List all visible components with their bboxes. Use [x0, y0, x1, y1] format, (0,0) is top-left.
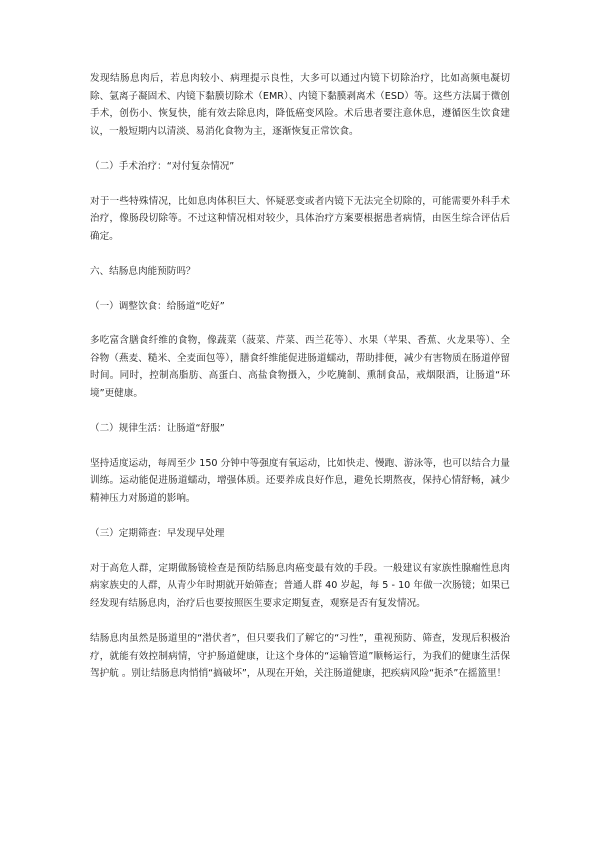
prevention-section-heading: 六、结肠息肉能预防吗？	[90, 266, 196, 277]
screening-heading: （三）定期筛查：早发现早处理	[90, 528, 225, 539]
surgery-heading: （二）手术治疗：“对付复杂情况”	[90, 161, 235, 172]
article-body	[90, 70, 510, 701]
screening-paragraph: 对于高危人群，定期做肠镜检查是预防结肠息肉癌变最有效的手段。一般建议有家族性腺瘤性息肉病家族史的人群，从青少年时期就开始筛查；普通人群 40 岁起，每 5 - 10 年做一次肠镜；如果已经发现有结肠息肉，治疗后也要按照医生要求定期复查，观察是否有复发情况。	[90, 562, 510, 609]
lifestyle-paragraph: 坚持适度运动，每周至少 150 分钟中等强度有氧运动，比如快走、慢跑、游泳等，也可以结合力量训练。运动能促进肠道蠕动，增强体质。还要养成良好作息，避免长期熬夜，保持心情舒畅，减少精神压力对肠道的影响。	[90, 457, 510, 504]
diet-paragraph: 多吃富含膳食纤维的食物，像蔬菜（菠菜、芹菜、西兰花等）、水果（苹果、香蕉、火龙果等）、全谷物（燕麦、糙米、全麦面包等），膳食纤维能促进肠道蠕动，帮助排便，减少有害物质在肠道停留时间。同时，控制高脂肪、高蛋白、高盐食物摄入，少吃腌制、熏制食品，戒烟限酒，让肠道“环境”更健康。	[90, 335, 510, 399]
lifestyle-heading: （二）规律生活：让肠道“舒服”	[90, 423, 225, 434]
endoscopic-treatment-paragraph: 发现结肠息肉后，若息肉较小、病理提示良性，大多可以通过内镜下切除治疗，比如高频电凝切除、氩离子凝固术、内镜下黏膜切除术（EMR）、内镜下黏膜剥离术（ESD）等。这些方法属于微创手术，创伤小、恢复快，能有效去除息肉，降低癌变风险。术后患者要注意休息，遵循医生饮食建议，一般短期内以清淡、易消化食物为主，逐渐恢复正常饮食。	[90, 73, 510, 137]
conclusion-paragraph: 结肠息肉虽然是肠道里的“潜伏者”，但只要我们了解它的“习性”，重视预防、筛查，发现后积极治疗，就能有效控制病情，守护肠道健康，让这个身体的“运输管道”顺畅运行，为我们的健康生活保驾护航 。别让结肠息肉悄悄“搞破坏”，从现在开始，关注肠道健康，把疾病风险“扼杀”在摇篮里！	[90, 633, 510, 679]
surgery-paragraph: 对于一些特殊情况，比如息肉体积巨大、怀疑恶变或者内镜下无法完全切除的，可能需要外科手术治疗，像肠段切除等。不过这种情况相对较少，具体治疗方案要根据患者病情，由医生综合评估后确定。	[90, 195, 510, 242]
diet-heading: （一）调整饮食：给肠道“吃好”	[90, 300, 225, 312]
